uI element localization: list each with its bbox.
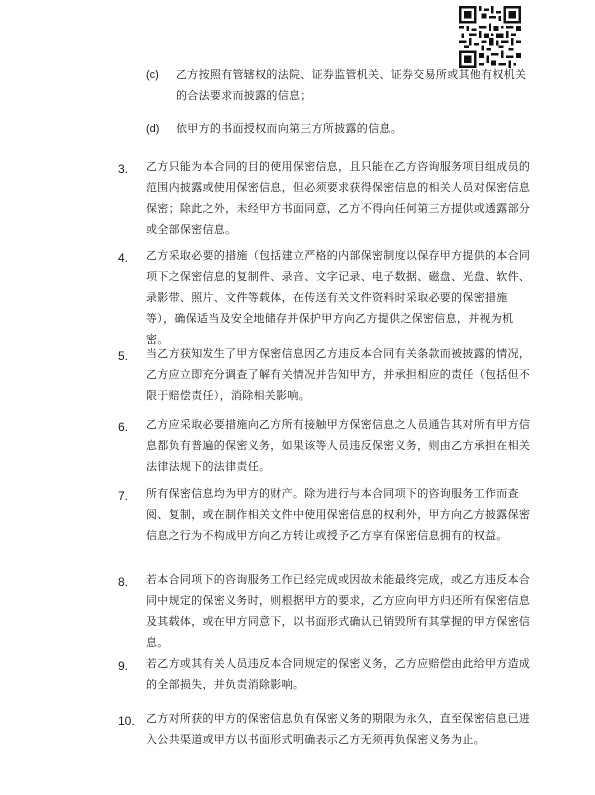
item-text: 当乙方获知发生了甲方保密信息因乙方违反本合同有关条款而被披露的情况，乙方应立即充分调查了解有关情况并告知甲方，并承担相应的责任（包括但不限于赔偿责任），消除相关影响。 (146, 347, 531, 402)
item-number: 7. (118, 489, 129, 503)
item-number: 8. (118, 575, 129, 589)
item-text: 若乙方或其有关人员违反本合同规定的保密义务，乙方应赔偿由此给甲方造成的全部损失，并负责消除影响。 (146, 657, 531, 691)
item-number: 3. (118, 162, 129, 176)
item-number: 9. (118, 659, 129, 673)
item-text: 乙方按照有管辖权的法院、证券监管机关、证券交易所或其他有权机关的合法要求而披露的信息； (176, 68, 527, 102)
item-number: 6. (118, 420, 129, 434)
item-text: 乙方采取必要的措施（包括建立严格的内部保密制度以保存甲方提供的本合同项下之保密信息的复制件、录音、文字记录、电子数据、磁盘、光盘、软件、录影带、照片、文件等载体，在传送有关文件资料时采取必要的保密措施等），确保适当及安全地储存并保护甲方向乙方提供之保密信息，并视为机密。 (146, 249, 531, 346)
item-text: 若本合同项下的咨询服务工作已经完成或因故未能最终完成，或乙方违反本合同中规定的保密义务时，则根据甲方的要求，乙方应向甲方归还所有保密信息及其载体，或在甲方同意下，以书面形式确认已销毁所有其掌握的甲方保密信息。 (146, 573, 531, 649)
item-text: 乙方应采取必要措施向乙方所有接触甲方保密信息之人员通告其对所有甲方信息都负有普遍的保密义务，如果该等人员违反保密义务，则由乙方承担在相关法律法规下的法律责任。 (146, 418, 531, 473)
item-label: (c) (146, 69, 159, 81)
item-label: (d) (146, 123, 160, 135)
item-text: 所有保密信息均为甲方的财产。除为进行与本合同项下的咨询服务工作而查阅、复制，或在制作相关文件中使用保密信息的权利外，甲方向乙方披露保密信息之行为不构成甲方向乙方转让或授予乙方享有保密信息拥有的权益。 (146, 487, 531, 542)
item-text: 乙方对所获的甲方的保密信息负有保密义务的期限为永久，直至保密信息已进入公共渠道或甲方以书面形式明确表示乙方无须再负保密义务为止。 (146, 712, 531, 746)
item-number: 4. (118, 251, 129, 265)
qr-code-icon (459, 6, 521, 68)
item-text: 依甲方的书面授权而向第三方所披露的信息。 (176, 122, 402, 135)
item-number: 5. (118, 349, 129, 363)
item-number: 10. (118, 714, 135, 728)
item-text: 乙方只能为本合同的目的使用保密信息，且只能在乙方咨询服务项目组成员的范围内披露或使用保密信息，但必须要求获得保密信息的相关人员对保密信息保密；除此之外，未经甲方书面同意，乙方不得向任何第三方提供或透露部分或全部保密信息。 (146, 160, 531, 236)
